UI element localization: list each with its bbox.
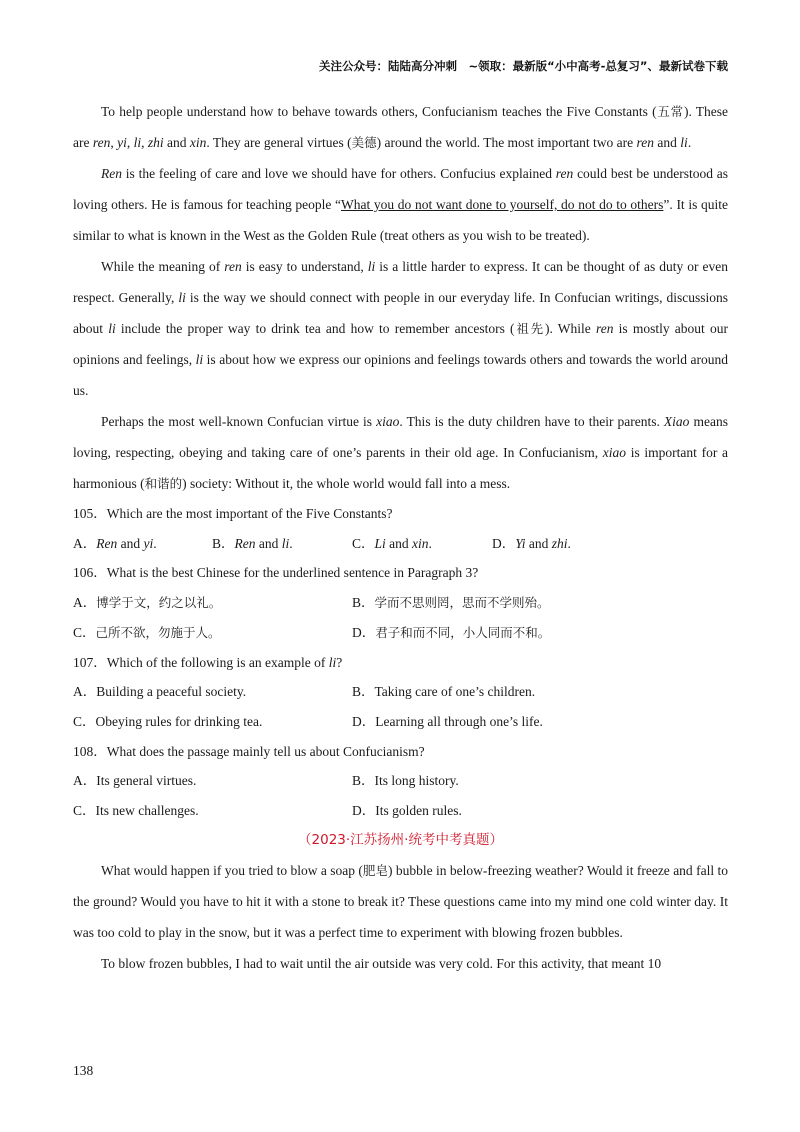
option-107-c: C．Obeying rules for drinking tea. xyxy=(73,713,263,729)
option-107-d: D．Learning all through one’s life. xyxy=(352,713,543,729)
option-107-b: B．Taking care of one’s children. xyxy=(352,684,536,700)
question-108-options-row1 xyxy=(73,766,728,796)
passage1-paragraph-2: Ren is the feeling of care and love we should have for others. Confucius explained ren could best be understood as loving others. He is famous for teaching people “What you do not want done to yourself, do not do to others”. It is quite similar to what is known in the West as the Golden Rule (treat others as you wish to be treated). xyxy=(73,166,728,243)
question-106-options-row2 xyxy=(73,618,728,648)
option-107-a: A．Building a peaceful society. xyxy=(73,684,247,700)
option-106-c: C．己所不欲，勿施于人。 xyxy=(73,624,221,640)
option-108-d: D．Its golden rules. xyxy=(352,803,462,819)
question-108-stem: 108．What does the passage mainly tell us about Confucianism? xyxy=(73,743,425,759)
passage1-paragraph-1: To help people understand how to behave towards others, Confucianism teaches the Five Constants (五常). These are ren, yi, li, zhi and xin. They are general virtues (美德) around the world. The most important two are ren and li. xyxy=(73,104,728,150)
question-107-stem: 107．Which of the following is an example of li? xyxy=(73,654,343,670)
question-105-stem: 105．Which are the most important of the Five Constants? xyxy=(73,506,393,521)
option-108-a: A．Its general virtues. xyxy=(73,773,197,789)
option-105-c: C．Li and xin. xyxy=(352,535,432,551)
page-header: 关注公众号：陆陆高分冲刺 ~领取：最新版“小中高考-总复习”、最新试卷下载 xyxy=(318,59,728,73)
option-108-b: B．Its long history. xyxy=(352,773,459,789)
question-107-options-row1 xyxy=(73,677,728,707)
passage1-paragraph-3: While the meaning of ren is easy to understand, li is a little harder to express. It can be thought of as duty or even respect. Generally, li is the way we should connect with people in our everyday life. In Confucian writings, discussions about li include the proper way to drink tea and how to remember ancestors (祖先). While ren is mostly about our opinions and feelings, li is about how we express our opinions and feelings towards others and towards the world around us. xyxy=(73,259,728,398)
passage2-paragraph-1: What would happen if you tried to blow a soap (肥皂) bubble in below-freezing weather? Would it freeze and fall to the ground? Would you have to hit it with a stone to break it? These questions came into my mind one cold winter day. It was too cold to play in the snow, but it was a perfect time to experiment with blowing frozen bubbles. xyxy=(73,862,728,940)
option-108-c: C．Its new challenges. xyxy=(73,803,199,819)
question-107-options-row2 xyxy=(73,707,728,737)
question-106-stem: 106．What is the best Chinese for the underlined sentence in Paragraph 3? xyxy=(73,565,479,581)
source-label: （2023·江苏扬州·统考中考真题） xyxy=(298,831,503,848)
document-body xyxy=(73,96,728,979)
question-108-options-row2 xyxy=(73,796,728,826)
underlined-sentence: What you do not want done to yourself, do not do to others xyxy=(341,197,664,212)
option-105-a: A．Ren and yi. xyxy=(73,535,157,551)
option-106-a: A．博学于文，约之以礼。 xyxy=(73,595,222,611)
passage2-paragraph-2: To blow frozen bubbles, I had to wait until the air outside was very cold. For this activity, that meant 10 xyxy=(101,955,662,971)
question-105-options xyxy=(73,529,728,559)
option-106-d: D．君子和而不同，小人同而不和。 xyxy=(352,624,551,640)
option-105-b: B．Ren and li. xyxy=(212,535,293,551)
passage1-paragraph-4: Perhaps the most well-known Confucian virtue is xiao. This is the duty children have to their parents. Xiao means loving, respecting, obeying and taking care of one’s parents in their old age. In Confucianism, xiao is important for a harmonious (和谐的) society: Without it, the whole world would fall into a mess. xyxy=(73,414,728,491)
option-105-d: D．Yi and zhi. xyxy=(492,535,571,551)
page-number: 138 xyxy=(73,1063,94,1078)
option-106-b: B．学而不思则罔，思而不学则殆。 xyxy=(352,595,550,611)
question-106-options-row1 xyxy=(73,588,728,618)
